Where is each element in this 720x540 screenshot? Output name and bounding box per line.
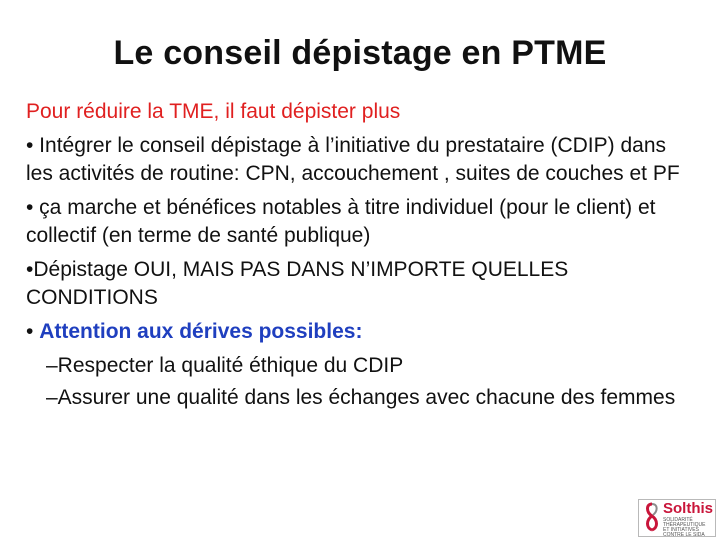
- bullet-marker: •: [26, 320, 34, 343]
- bullet-attention: [26, 318, 696, 346]
- logo-name: Solthis: [663, 500, 714, 517]
- sub-item-ethics: –Respecter la qualité éthique du CDIP: [46, 354, 404, 377]
- bullet-cdip: • Intégrer le conseil dépistage à l’initiative du prestataire (CDIP) dans les activités de routine: CPN, accouchement , suites de couches et PF: [26, 134, 680, 185]
- intro-line: Pour réduire la TME, il faut dépister plus: [26, 100, 401, 123]
- logo-tagline: SOLIDARITÉ THÉRAPEUTIQUE ET INITIATIVES CONTRE LE SIDA: [663, 517, 706, 538]
- bullet-screening-conditions: •Dépistage OUI, MAIS PAS DANS N’IMPORTE QUELLES CONDITIONS: [26, 258, 569, 309]
- sub-item-quality: –Assurer une qualité dans les échanges avec chacune des femmes: [46, 386, 676, 409]
- slide-title: Le conseil dépistage en PTME: [113, 34, 607, 72]
- solthis-logo: [638, 499, 716, 537]
- slide-body: [26, 98, 696, 416]
- attention-label: Attention aux dérives possibles:: [39, 320, 363, 343]
- bullet-benefits: • ça marche et bénéfices notables à titre individuel (pour le client) et collectif (en terme de santé publique): [26, 196, 656, 247]
- ribbon-icon: [642, 502, 662, 532]
